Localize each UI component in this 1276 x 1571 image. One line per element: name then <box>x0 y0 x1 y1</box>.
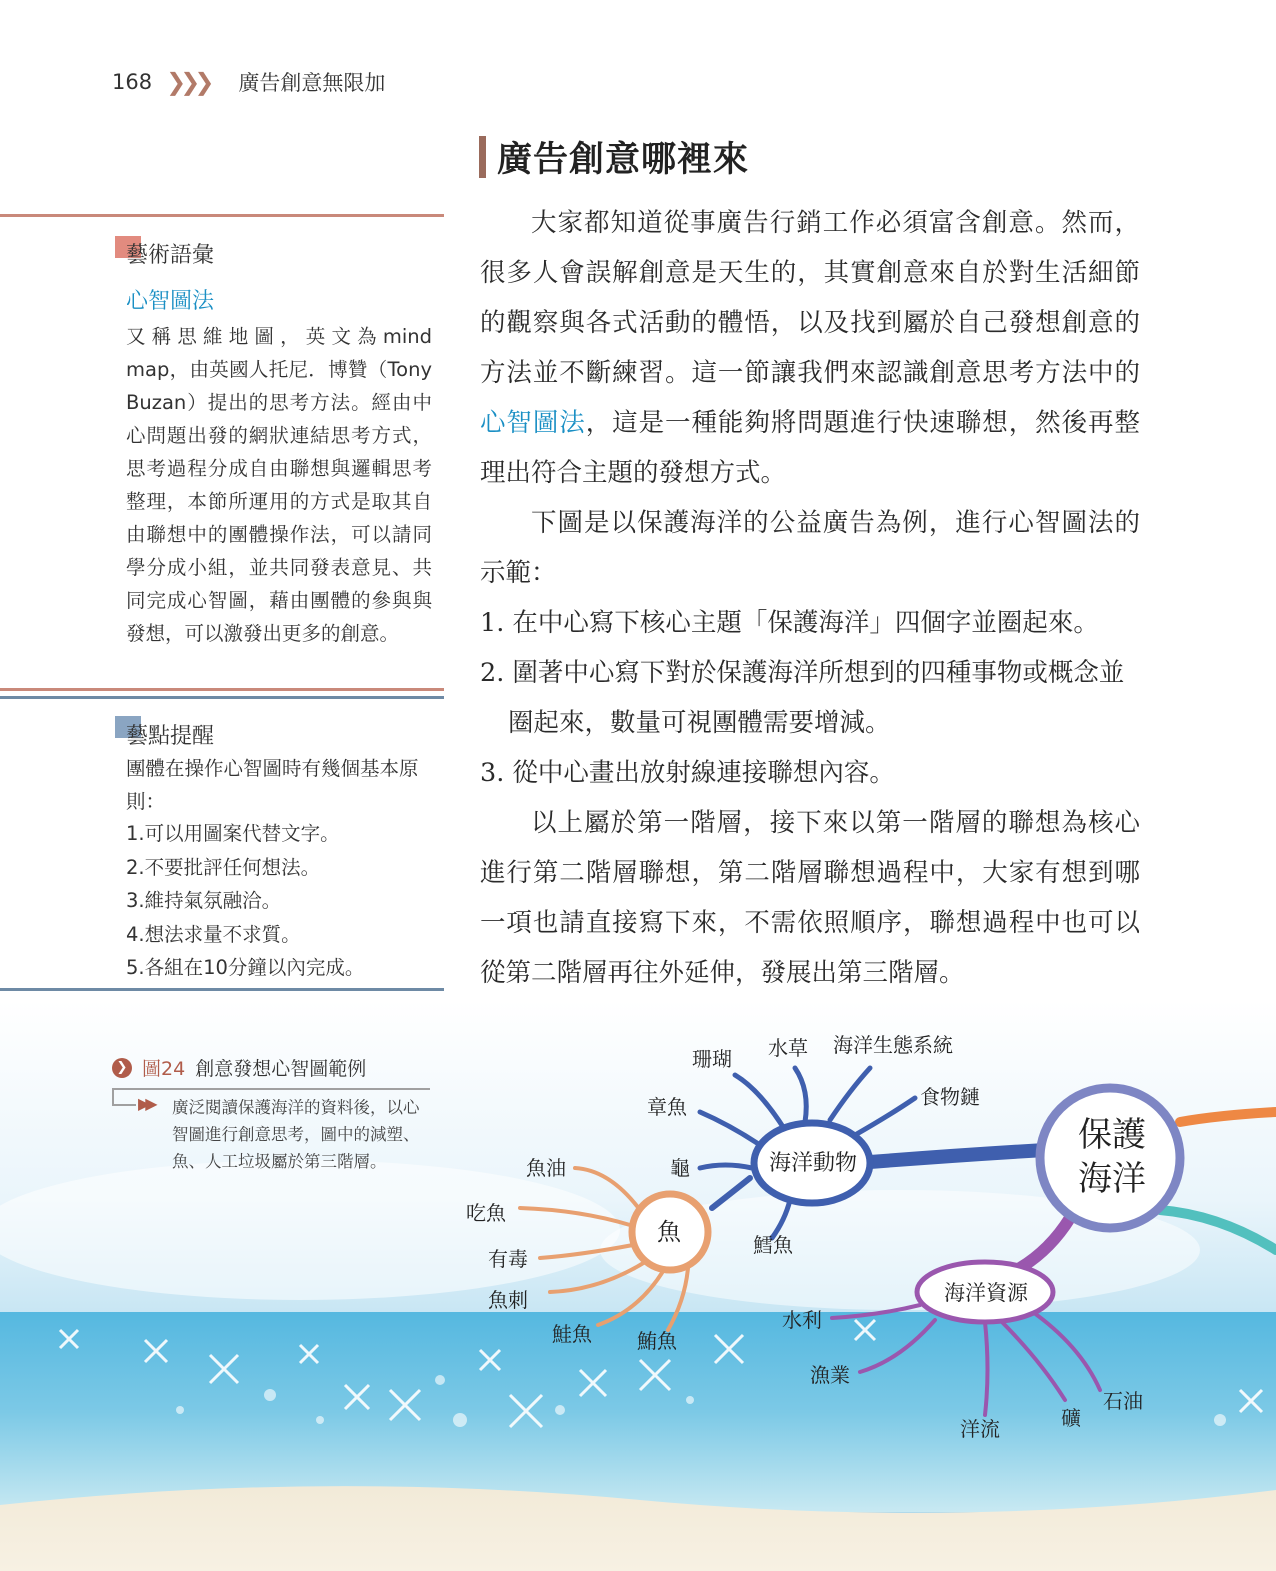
tips-heading: 藝點提醒 <box>126 724 215 749</box>
vocab-definition: 又稱思維地圖，英文為mind map，由英國人托尼．博贊（Tony Buzan）提出的思考方法。經由中心問題出發的網狀連結思考方式，思考過程分成自由聯想與邏輯思考整理，本節所運用的方式是取其自由聯想中的團體操作法，可以請同學分成小組，並共同發表意見、共同完成心智圖，藉由團體的參與與發想，可以激發出更多的創意。 <box>126 325 432 645</box>
mind-map-term: 水利 <box>782 1308 822 1332</box>
center-node-line2: 海洋 <box>1078 1159 1146 1199</box>
mind-map-term: 石油 <box>1103 1389 1143 1413</box>
tips-intro: 團體在操作心智圖時有幾個基本原則： <box>126 757 419 813</box>
step-item: 1. 在中心寫下核心主題「保護海洋」四個字並圈起來。 <box>480 608 1099 638</box>
arrow-circle-icon: ❯ <box>112 1058 132 1078</box>
figure-number: 圖24 <box>142 1058 186 1080</box>
mind-map-term: 鮪魚 <box>637 1329 677 1353</box>
center-animal-connector <box>870 1150 1045 1162</box>
step-item: 3. 從中心畫出放射線連接聯想內容。 <box>480 758 895 788</box>
mind-map-term: 魚油 <box>526 1156 566 1180</box>
mind-map-term: 龜 <box>670 1156 690 1180</box>
center-resource-connector <box>1020 1218 1070 1268</box>
tips-list-item: 4.想法求量不求質。 <box>126 922 301 946</box>
tips-list-item: 3.維持氣氛融洽。 <box>126 889 282 912</box>
paragraph-levels: 以上屬於第一階層，接下來以第一階層的聯想為核心進行第二階層聯想，第二階層聯想過程中，大家有想到哪一項也請直接寫下來，不需依照順序，聯想過程中也可以從第二階層再往外延伸，發展出第三階層。 <box>480 808 1140 988</box>
mind-map-term: 珊瑚 <box>692 1047 732 1071</box>
caption-arrow-icon: ▶▶ <box>138 1094 153 1113</box>
mind-map-term: 洋流 <box>960 1417 1000 1441</box>
tips-list-item: 1.可以用圖案代替文字。 <box>126 822 340 845</box>
section-title: 廣告創意哪裡來 <box>497 139 750 180</box>
page-number: 168 <box>112 70 153 94</box>
mind-map-term: 鮭魚 <box>552 1322 592 1346</box>
step-item: 2. 圍著中心寫下對於保護海洋所想到的四種事物或概念並圈起來，數量可視團體需要增減。 <box>480 658 1125 738</box>
mind-map-term: 水草 <box>768 1036 808 1060</box>
keyword-mind-map: 心智圖法 <box>480 408 586 438</box>
figure-title: 創意發想心智圖範例 <box>195 1058 367 1080</box>
mind-map-term: 章魚 <box>647 1095 687 1119</box>
mind-map-term: 鱈魚 <box>753 1233 793 1257</box>
mind-map-term: 食物鏈 <box>920 1085 980 1109</box>
animal-node-label: 海洋動物 <box>768 1151 858 1176</box>
fish-node-label: 魚 <box>657 1218 681 1246</box>
book-title: 廣告創意無限加 <box>238 71 386 95</box>
tips-list-item: 5.各組在10分鐘以內完成。 <box>126 956 365 979</box>
mind-map-term: 海洋生態系統 <box>833 1033 953 1057</box>
mind-map-term: 魚刺 <box>488 1288 528 1312</box>
orange-branch-line <box>1180 1112 1276 1122</box>
mind-map-term: 漁業 <box>810 1363 850 1387</box>
resource-node-label: 海洋資源 <box>944 1281 1028 1305</box>
figure-caption: 廣泛閱讀保護海洋的資料後，以心智圖進行創意思考，圖中的減塑、魚、人工垃圾屬於第三階層。 <box>172 1098 420 1171</box>
center-node-ring <box>1040 1088 1180 1228</box>
chevrons-icon: ❯❯❯ <box>166 68 209 96</box>
paragraph-intro: 大家都知道從事廣告行銷工作必須富含創意。然而，很多人會誤解創意是天生的，其實創意來自於對生活細節的觀察與各式活動的體悟，以及找到屬於自己發想創意的方法並不斷練習。這一節讓我們來認識創意思考方法中的心智圖法，這是一種能夠將問題進行快速聯想，然後再整理出符合主題的發想方式。 <box>480 208 1140 488</box>
mind-map-term: 礦 <box>1061 1406 1081 1430</box>
vocab-heading: 藝術語彙 <box>126 243 215 268</box>
teal-branch-line <box>1160 1210 1276 1250</box>
tips-list-item: 2.不要批評任何想法。 <box>126 855 321 879</box>
mind-map-term: 吃魚 <box>466 1201 506 1225</box>
vocab-term: 心智圖法 <box>126 289 215 314</box>
center-node-line1: 保護 <box>1078 1115 1146 1155</box>
mind-map-term: 有毒 <box>488 1247 528 1271</box>
paragraph-example: 下圖是以保護海洋的公益廣告為例，進行心智圖法的示範： <box>480 508 1140 588</box>
animal-fish-connector <box>712 1178 750 1208</box>
